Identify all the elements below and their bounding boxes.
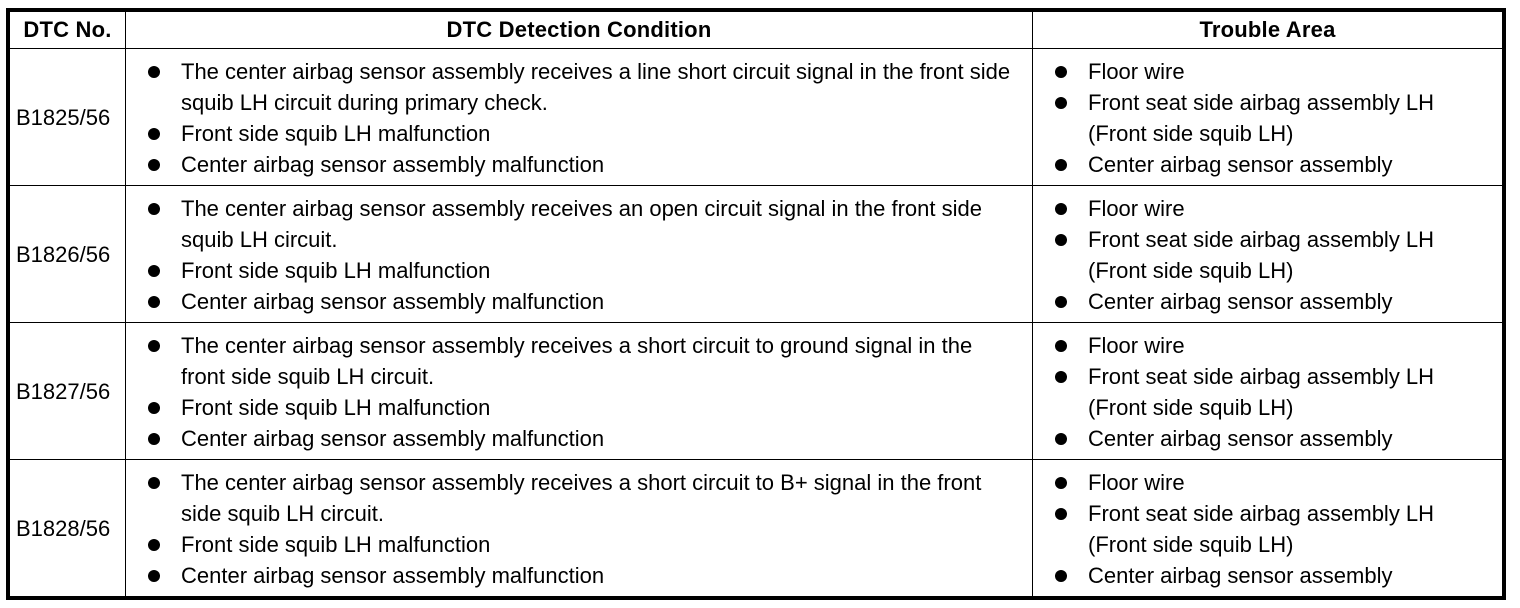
trouble-area-item-text: Center airbag sensor assembly <box>1088 152 1393 177</box>
detection-condition-cell <box>126 460 1033 597</box>
trouble-area-item-text: Center airbag sensor assembly <box>1088 426 1393 451</box>
trouble-area-item-text: Front seat side airbag assembly LH (Front side squib LH) <box>1088 227 1435 283</box>
condition-item <box>126 56 1022 118</box>
bullet-icon <box>1055 340 1067 352</box>
trouble-area-item <box>1033 149 1498 180</box>
trouble-area-item <box>1033 330 1498 361</box>
bullet-icon <box>148 265 160 277</box>
header-trouble-area: Trouble Area <box>1033 12 1503 49</box>
trouble-area-item <box>1033 193 1498 224</box>
header-dtc-no: DTC No. <box>10 12 126 49</box>
bullet-icon <box>148 203 160 215</box>
condition-item-text: Center airbag sensor assembly malfunction <box>181 289 605 314</box>
trouble-area-item <box>1033 467 1498 498</box>
dtc-code: B1825/56 <box>10 49 126 186</box>
trouble-area-item <box>1033 56 1498 87</box>
condition-item <box>126 255 1022 286</box>
condition-item <box>126 467 1022 529</box>
bullet-icon <box>1055 570 1067 582</box>
condition-list <box>126 56 1022 180</box>
bullet-icon <box>1055 508 1067 520</box>
condition-item-text: The center airbag sensor assembly receives a short circuit to B+ signal in the front side squib LH circuit. <box>181 470 982 526</box>
condition-item-text: The center airbag sensor assembly receives a short circuit to ground signal in the front side squib LH circuit. <box>181 333 973 389</box>
bullet-icon <box>1055 66 1067 78</box>
area-list <box>1033 193 1498 317</box>
area-list <box>1033 56 1498 180</box>
bullet-icon <box>1055 371 1067 383</box>
bullet-icon <box>1055 296 1067 308</box>
dtc-code: B1827/56 <box>10 323 126 460</box>
condition-item <box>126 118 1022 149</box>
table-row <box>10 460 1503 597</box>
trouble-area-cell <box>1033 49 1503 186</box>
condition-item-text: Center airbag sensor assembly malfunction <box>181 563 605 588</box>
detection-condition-cell <box>126 186 1033 323</box>
dtc-code: B1826/56 <box>10 186 126 323</box>
trouble-area-item-text: Front seat side airbag assembly LH (Front side squib LH) <box>1088 364 1435 420</box>
bullet-icon <box>148 159 160 171</box>
trouble-area-item <box>1033 498 1498 560</box>
dtc-table-frame <box>6 8 1506 600</box>
trouble-area-item <box>1033 423 1498 454</box>
condition-item <box>126 560 1022 591</box>
area-list <box>1033 330 1498 454</box>
condition-item-text: Front side squib LH malfunction <box>181 121 491 146</box>
condition-item <box>126 529 1022 560</box>
bullet-icon <box>1055 477 1067 489</box>
header-detection-condition: DTC Detection Condition <box>126 12 1033 49</box>
trouble-area-item-text: Front seat side airbag assembly LH (Front side squib LH) <box>1088 90 1435 146</box>
trouble-area-item <box>1033 224 1498 286</box>
trouble-area-item <box>1033 286 1498 317</box>
condition-item-text: Center airbag sensor assembly malfunction <box>181 152 605 177</box>
bullet-icon <box>148 402 160 414</box>
condition-item <box>126 423 1022 454</box>
dtc-code: B1828/56 <box>10 460 126 597</box>
bullet-icon <box>148 128 160 140</box>
trouble-area-item <box>1033 361 1498 423</box>
trouble-area-item <box>1033 87 1498 149</box>
bullet-icon <box>1055 433 1067 445</box>
bullet-icon <box>148 296 160 308</box>
trouble-area-cell <box>1033 186 1503 323</box>
condition-item-text: Center airbag sensor assembly malfunction <box>181 426 605 451</box>
condition-item-text: The center airbag sensor assembly receives an open circuit signal in the front side squib LH circuit. <box>181 196 982 252</box>
condition-list <box>126 193 1022 317</box>
bullet-icon <box>1055 97 1067 109</box>
trouble-area-item-text: Floor wire <box>1088 470 1185 495</box>
condition-item-text: Front side squib LH malfunction <box>181 258 491 283</box>
trouble-area-item-text: Floor wire <box>1088 196 1185 221</box>
trouble-area-item <box>1033 560 1498 591</box>
bullet-icon <box>1055 234 1067 246</box>
condition-item <box>126 392 1022 423</box>
trouble-area-item-text: Front seat side airbag assembly LH (Front side squib LH) <box>1088 501 1435 557</box>
dtc-table <box>9 11 1503 597</box>
trouble-area-item-text: Center airbag sensor assembly <box>1088 563 1393 588</box>
condition-item <box>126 149 1022 180</box>
bullet-icon <box>148 433 160 445</box>
condition-list <box>126 330 1022 454</box>
bullet-icon <box>148 340 160 352</box>
condition-item <box>126 193 1022 255</box>
trouble-area-item-text: Floor wire <box>1088 333 1185 358</box>
detection-condition-cell <box>126 49 1033 186</box>
table-row <box>10 49 1503 186</box>
bullet-icon <box>1055 159 1067 171</box>
bullet-icon <box>148 539 160 551</box>
table-row <box>10 323 1503 460</box>
trouble-area-item-text: Center airbag sensor assembly <box>1088 289 1393 314</box>
bullet-icon <box>148 66 160 78</box>
table-row <box>10 186 1503 323</box>
condition-list <box>126 467 1022 591</box>
header-row <box>10 12 1503 49</box>
trouble-area-item-text: Floor wire <box>1088 59 1185 84</box>
condition-item-text: Front side squib LH malfunction <box>181 532 491 557</box>
trouble-area-cell <box>1033 460 1503 597</box>
condition-item-text: Front side squib LH malfunction <box>181 395 491 420</box>
trouble-area-cell <box>1033 323 1503 460</box>
bullet-icon <box>148 570 160 582</box>
condition-item <box>126 330 1022 392</box>
bullet-icon <box>148 477 160 489</box>
area-list <box>1033 467 1498 591</box>
detection-condition-cell <box>126 323 1033 460</box>
condition-item <box>126 286 1022 317</box>
bullet-icon <box>1055 203 1067 215</box>
condition-item-text: The center airbag sensor assembly receives a line short circuit signal in the front side squib LH circuit during primary check. <box>181 59 1011 115</box>
